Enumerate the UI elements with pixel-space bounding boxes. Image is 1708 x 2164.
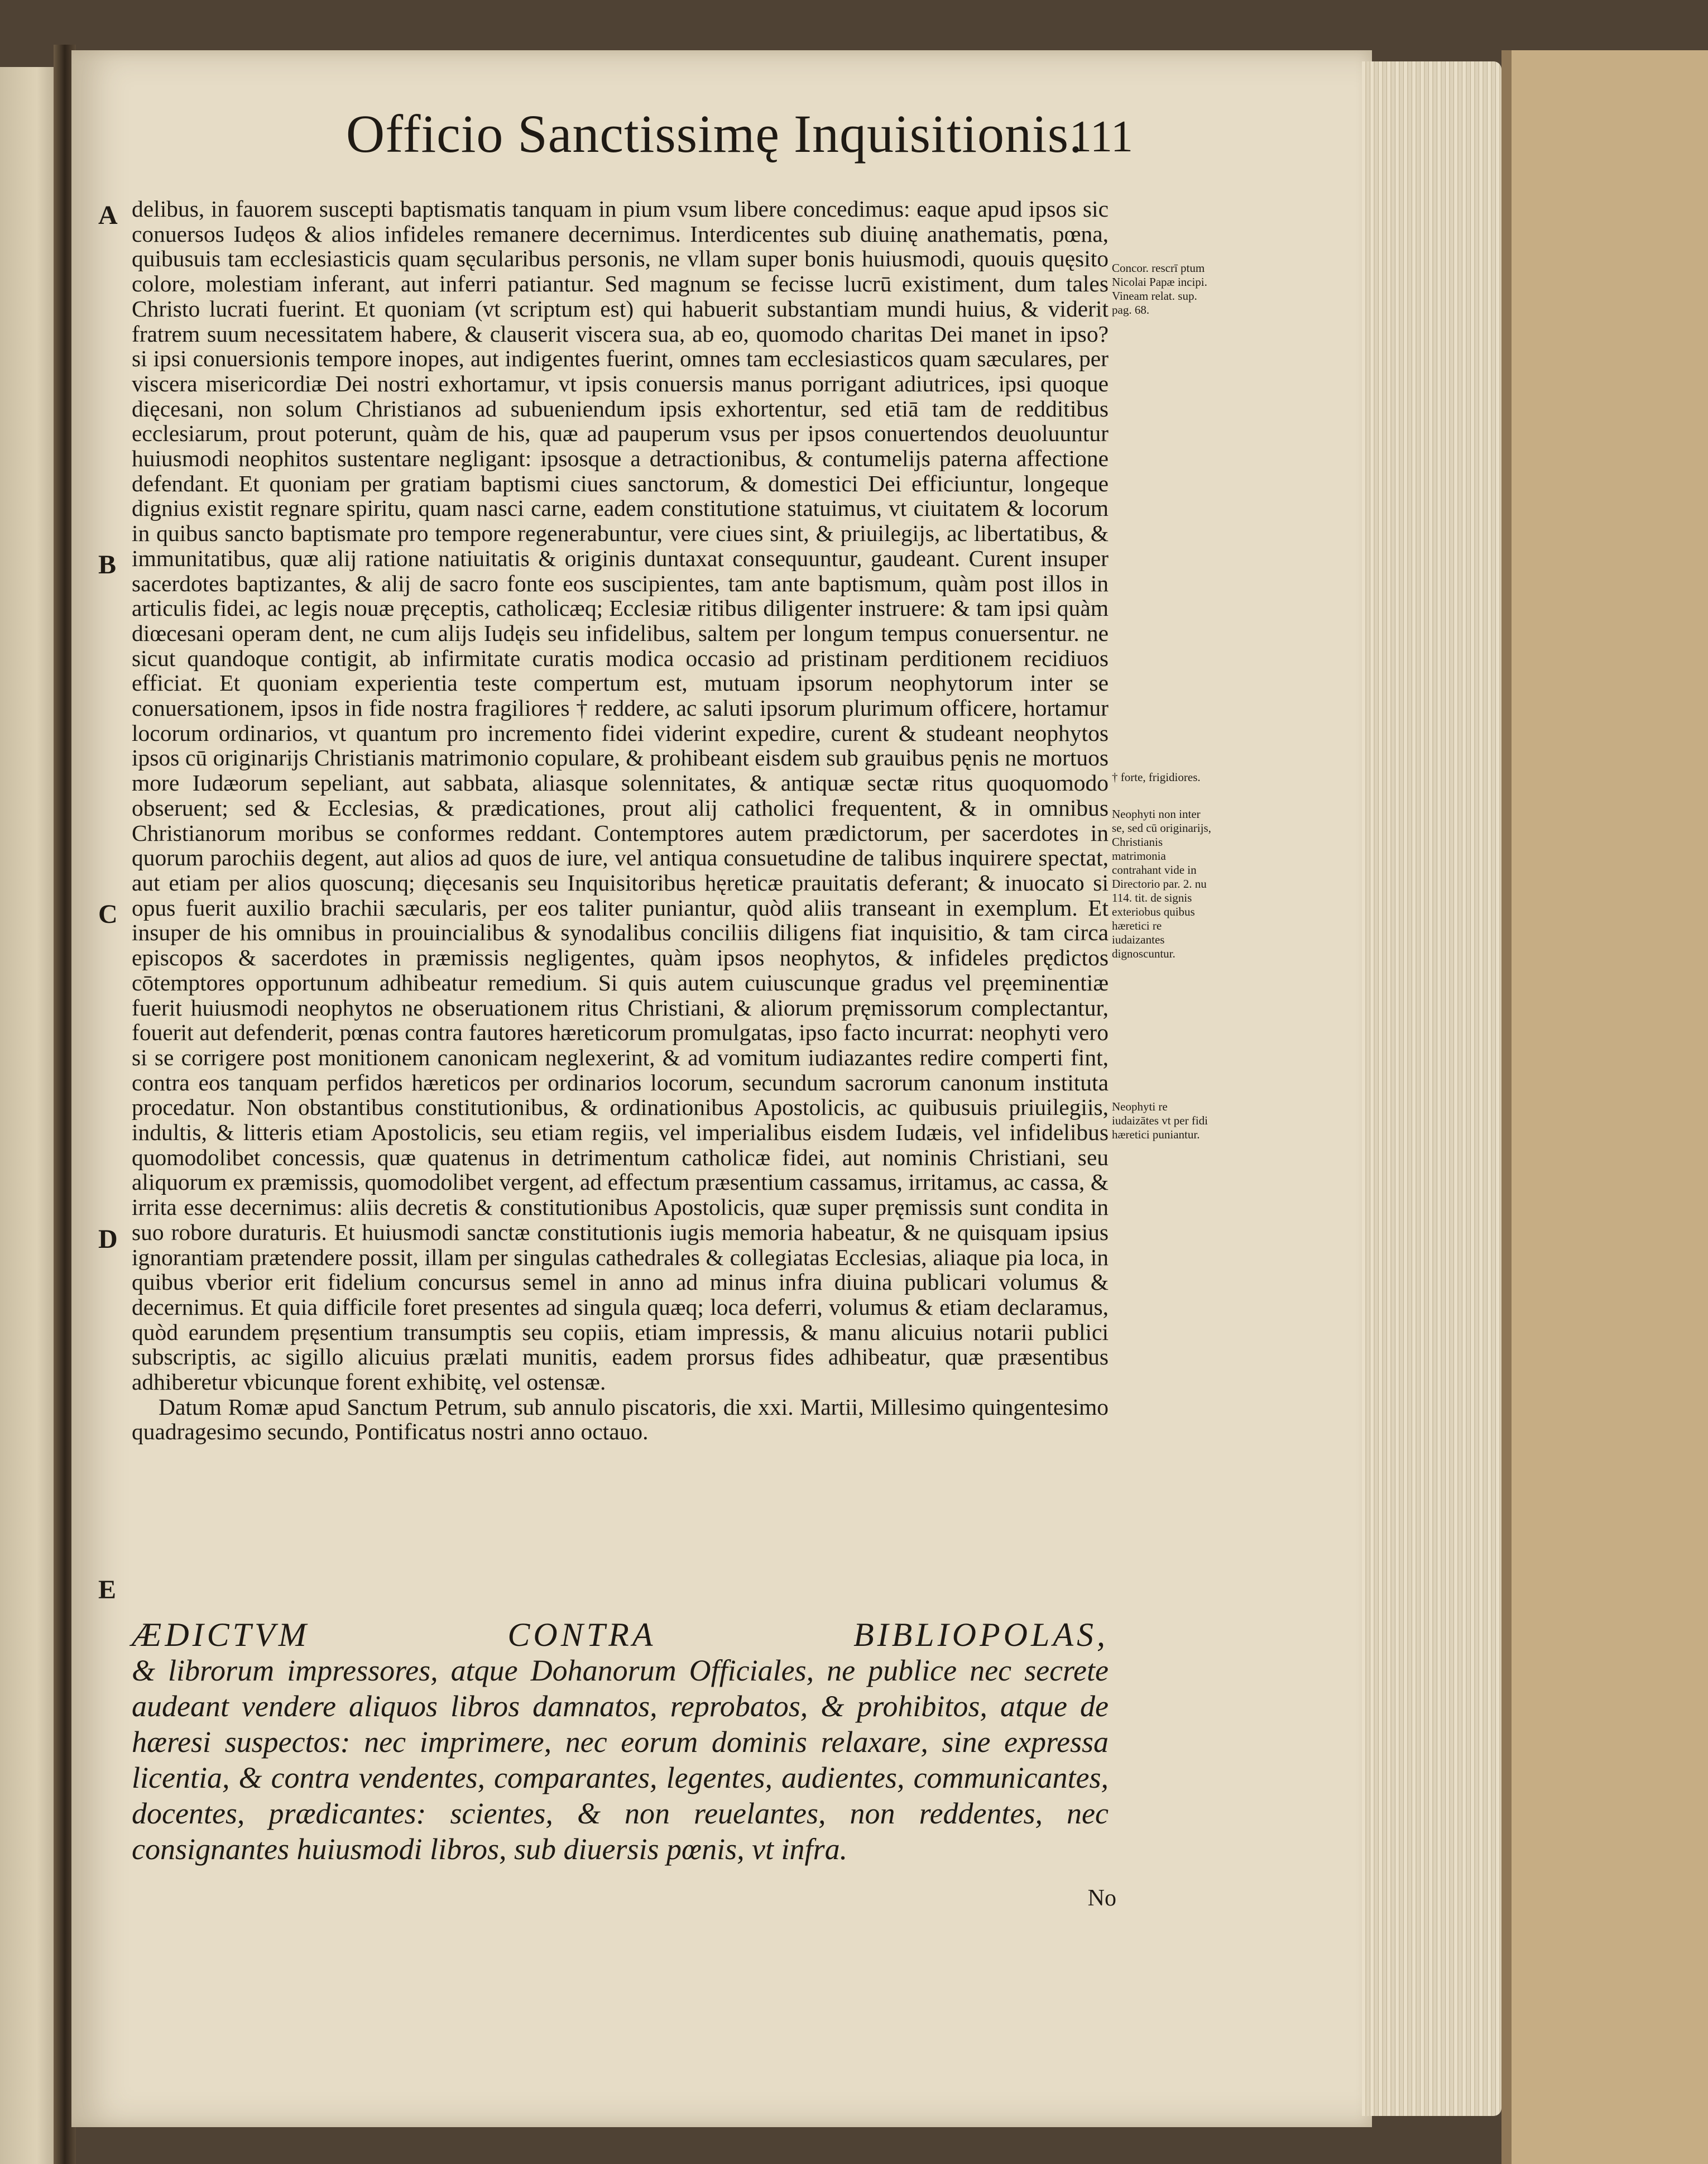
marginal-note: Concor. rescrī ptum Nicolai Papæ incipi. Vineam relat. sup. pag. 68.	[1112, 261, 1207, 317]
running-head: Officio Sanctissimę Inquisitionis.	[346, 104, 1083, 164]
margin-letter-d: D	[98, 1224, 118, 1254]
edict-subtitle: & librorum impressores, atque Dohanorum Officiales, ne publice nec secrete audeant vendere aliquos libros damnatos, reprobatos, & prohibitos, atque de hæresi suspectos: nec imprimere, nec eorum dominis relaxare, sine expressa licentia, & contra vendentes, comparantes, legentes, audientes, communicantes, docentes, prædicantes: scientes, & non reuelantes, non reddentes, nec consignantes huiusmodi libros, sub diuersis pœnis, vt infra.	[132, 1654, 1109, 1866]
main-paragraph: delibus, in fauorem suscepti baptismatis tanquam in pium vsum libere concedimus: eaque apud ipsos sic conuersos Iudęos & alios infideles remanere decernimus. Interdicentes sub diuinę anathematis, pœna, quibusuis tam ecclesiasticis quam sęcularibus personis, ne vllam super bonis huiusmodi, quouis quęsito colore, molestiam inferant, aut inferri patiantur. Sed magnum se fecisse lucrū existiment, dum tales Christo lucrati fuerint. Et quoniam (vt scriptum est) qui habuerit substantiam mundi huius, & viderit fratrem suum necessitatem habere, & clauserit viscera sua, ab eo, quomodo charitas Dei manet in ipso? si ipsi conuersionis tempore inopes, aut indigentes fuerint, omnes tam ecclesiasticos quam sæculares, per viscera misericordiæ Dei nostri exhortamur, vt ipsis conuersis manus porrigant adiutrices, ipsi quoque dięcesani, non solum Christianos ad subueniendum ipsis exhortentur, sed etiā tam de redditibus ecclesiarum, prout poterunt, quàm de his, quæ ad pauperum vsus per ipsos conuertendos deuoluuntur huiusmodi neophitos sustentare negligant: ipsosque a detractionibus, & contumelijs paterna affectione defendant. Et quoniam per gratiam baptismi ciues sanctorum, & domestici Dei efficiuntur, longeque dignius existit regnare spiritu, quam nasci carne, eadem constitutione statuimus, vt ciuitatem & locorum in quibus sancto baptismate pro tempore regenerabuntur, vere ciues sint, & priuilegijs, ac libertatibus, & immunitatibus, quæ alij ratione natiuitatis & originis duntaxat consequuntur, gaudeant. Curent insuper sacerdotes baptizantes, & alij de sacro fonte eos suscipientes, tam ante baptismum, quàm post illos in articulis fidei, ac legis nouæ pręceptis, catholicæq; Ecclesiæ ritibus diligenter instruere: & tam ipsi quàm diœcesani operam dent, ne cum alijs Iudęis seu infidelibus, saltem per longum tempus conuersentur. ne sicut quandoque contigit, ab infirmitate curatis modica occasio ad pristinam perditionem recidiuos efficiat. Et quoniam experientia teste compertum est, mutuam ipsorum neophytorum inter se conuersationem, ipsos in fide nostra fragiliores † reddere, ac saluti ipsorum plurimum officere, hortamur locorum ordinarios, vt quantum pro incremento fidei viderint expedire, curent & studeant neophytos ipsos cū originarijs Christianis matrimonio copulare, & prohibeant eisdem sub grauibus pęnis ne mortuos more Iudæorum sepeliant, aut sabbata, aliasque solennitates, & antiquæ sectæ ritus quoquomodo obseruent; sed & Ecclesias, & prædicationes, prout alij catholici frequentent, & in omnibus Christianorum moribus se conformes reddant. Contemptores autem prædictorum, per sacerdotes in quorum parochiis degent, aut alios ad quos de iure, vel antiqua consuetudine de talibus inquirere spectat, aut etiam per alios quoscunq; dięcesanis seu Inquisitoribus hęreticæ prauitatis deferant; & inuocato si opus fuerit auxilio brachii sæcularis, per eos taliter puniantur, quòd aliis transeant in exemplum. Et insuper de his omnibus in prouincialibus & synodalibus conciliis diligens fiat inquisitio, & tam circa episcopos & sacerdotes in præmissis negligentes, quàm ipsos neophytos, & infideles prędictos cōtemptores opportunum adhibeatur remedium. Si quis autem cuiuscunque gradus vel pręeminentiæ fuerit huiusmodi neophytos ne obseruationem ritus Christiani, & aliorum pręmissorum complectantur, fouerit aut defenderit, pœnas contra fautores hæreticorum promulgatas, ipso facto incurrat: neophyti vero si se corrigere post monitionem canonicam neglexerint, & ad vomitum iudiazantes redire comperti fint, contra eos tanquam perfidos hæreticos per ordinarios locorum, secundum sacrorum canonum instituta procedatur. Non obstantibus constitutionibus, & ordinationibus Apostolicis, ac quibusuis priuilegiis, indultis, & litteris etiam Apostolicis, seu etiam regiis, vel imperialibus eisdem Iudæis, vel infidelibus quomodolibet concessis, quæ quatenus in detrimentum catholicæ fidei, aut nominis Christiani, seu aliquorum ex præmissis, quomodolibet vergent, ad effectum præsentium cassamus, irritamus, ac cassa, & irrita esse decernimus: aliis decretis & constitutionibus Apostolicis, quæ super pręmissis sunt condita in suo robore duraturis. Et huiusmodi sanctæ constitutionis iugis memoria habeatur, & ne quisquam ipsius ignorantiam prætendere possit, illam per singulas cathedrales & collegiatas Ecclesias, aliaque pia loca, in quibus vberior erit fidelium concursus semel in anno ad minus infra diuina publicari volumus & decernimus. Et quia difficile foret presentes ad singula quæq; loca deferri, volumus & etiam declaramus, quòd earundem pręsentium transumptis seu copiis, etiam impressis, & manu alicuius notarii publici subscriptis, ac sigillo alicuius prælati munitis, eadem prorsus fides adhibeatur, quæ præsentibus adhiberetur vbicunque forent exhibitę, vel ostensæ.	[132, 196, 1109, 1395]
margin-letter-c: C	[98, 899, 118, 929]
margin-letter-a: A	[98, 200, 118, 230]
marginal-note: Neophyti re iudaizātes vt per fidi hæretici puniantur.	[1112, 1100, 1208, 1141]
catchword: No	[1087, 1885, 1116, 1911]
main-text	[132, 197, 1109, 1444]
dating-clause: Datum Romæ apud Sanctum Petrum, sub annulo piscatoris, die xxi. Martii, Millesimo quingentesimo quadragesimo secundo, Pontificatus nostri anno octauo.	[132, 1394, 1109, 1445]
marginal-note: † forte, frigidiores.	[1112, 770, 1201, 784]
margin-letter-b: B	[98, 550, 117, 580]
edict-title: ÆDICTVM CONTRA BIBLIOPOLAS,	[132, 1616, 1109, 1653]
margin-letter-e: E	[98, 1575, 117, 1605]
marginal-note: Neophyti non inter se, sed cū originarijs, Christianis matrimonia contrahant vide in Directorio par. 2. nu 114. tit. de signis exteriobus quibus hæretici re iudaizantes dignoscuntur.	[1112, 807, 1211, 960]
page-number: 111	[1069, 112, 1133, 161]
edict-heading	[132, 1617, 1109, 1867]
